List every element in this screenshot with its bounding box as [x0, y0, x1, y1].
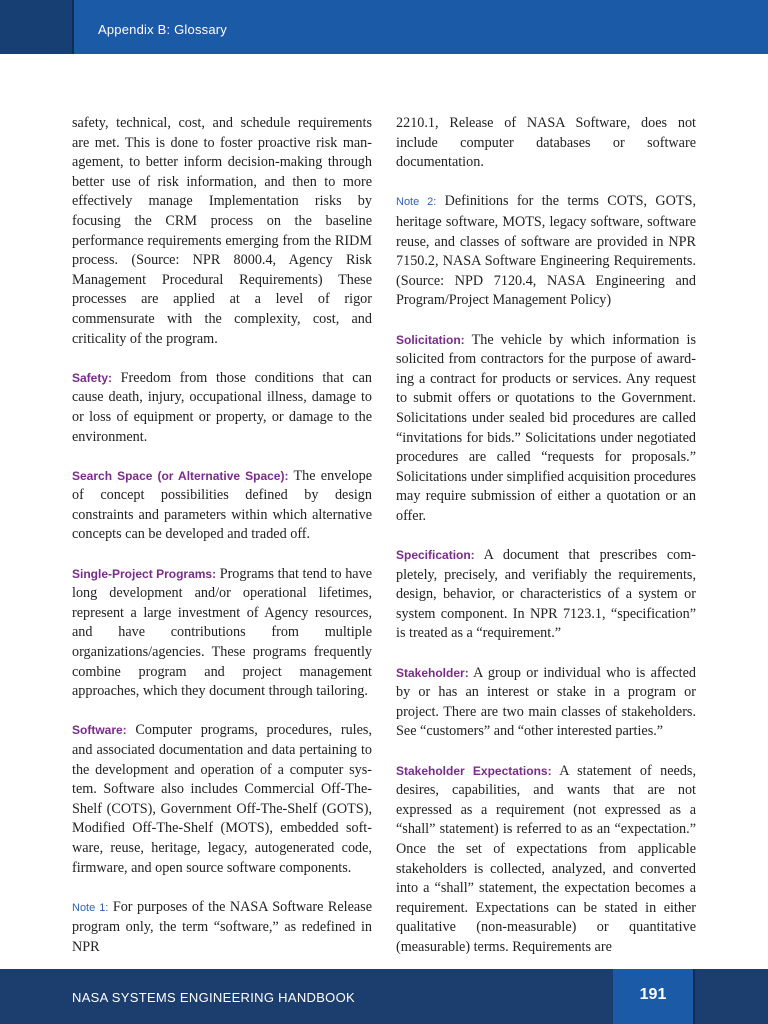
note-text: For purposes of the NASA Software Release program only, the term “software,” as redefined in NPR: [72, 898, 372, 955]
note-label: Note 2:: [396, 196, 437, 209]
glossary-entry-single-project-programs: [72, 565, 372, 702]
glossary-entry-specification: [396, 546, 696, 644]
term-label: Software:: [72, 723, 127, 738]
term-definition: Freedom from those conditions that can cause death, injury, occupational illness, damage to or loss of equipment or property, or damage to the environment.: [72, 369, 372, 445]
glossary-entry-search-space: [72, 467, 372, 545]
glossary-entry-safety: [72, 369, 372, 447]
continuation-paragraph: safety, technical, cost, and schedule requirements are met. This is done to foster proactive risk management, to better inform decision-making through better use of risk information, and then to more effectively manage Implementation risks by focusing the CRM process on the baseline performance requirements emerging from the RIDM process. (Source: NPR 8000.4, Agency Risk Management Procedural Requirements) These processes are applied at a level of rigor commensurate with the complexity, cost, and criticality of the program.: [72, 115, 372, 347]
page-number-box: [613, 969, 693, 1024]
glossary-entry-solicitation: [396, 331, 696, 527]
note-text: Definitions for the terms COTS, GOTS, heritage software, MOTS, legacy software, software reuse, and classes of software are provided in NPR 7150.2, NASA Software Engineering Requirements. (Source: NPD 7120.4, NASA Engineering and Program/Project Management Policy): [396, 193, 697, 309]
term-label: Single-Project Programs:: [72, 566, 217, 581]
term-label: Safety:: [72, 370, 113, 385]
handbook-title: NASA SYSTEMS ENGINEERING HANDBOOK: [72, 990, 355, 1005]
glossary-entry-stakeholder: [396, 664, 696, 742]
continuation-paragraph: 2210.1, Release of NASA Software, does not include computer databases or software documentation.: [396, 115, 696, 171]
term-label: Stakeholder:: [396, 665, 469, 680]
header-divider: [72, 0, 74, 54]
term-definition: Computer programs, procedures, rules, and associated documentation and data pertaining to the development and operation of a computer system. Software also includes Commercial Off-The-Shelf (COTS), Government Off-The-Shelf (GOTS), Modified Off-The-Shelf (MOTS), embedded software, reuse, heritage, legacy, autogenerated code, firmware, and open source software components.: [72, 722, 372, 876]
term-label: Stakeholder Expectations:: [396, 763, 552, 778]
page-number: 191: [639, 986, 667, 1003]
term-definition: The vehicle by which information is solicited from contractors for the purpose of awarding a contract for products or services. Any request to submit offers or quotations to the Government. Solicitations under sealed bid procedures are called “invitations for bids.” Solicitations under negotiated procedures are called “requests for proposals.” Solicitations under simplified acquisition procedures may require submission of either a quotation or an offer.: [396, 331, 696, 524]
term-definition: A statement of needs, desires, capabilities, and wants that are not expressed as a requirement (not expressed as a “shall” statement) is referred to as an “expectation.” Once the set of expectations from applicable stakeholders is collected, analyzed, and converted into a “shall” statement, the expectation becomes a requirement. Expectations can be stated in either qualitative (non-measurable) or quantitative (measurable) terms. Requirements are: [396, 762, 696, 955]
glossary-entry-stakeholder-expectations: [396, 762, 696, 958]
term-definition: A group or individual who is affected by or has an interest or stake in a program or project. There are two main classes of stakeholders. See “customers” and “other interested parties.”: [396, 664, 696, 740]
page-header: [0, 0, 768, 54]
note-label: Note 1:: [72, 901, 109, 914]
term-label: Specification:: [396, 548, 475, 563]
glossary-entry-software: [72, 721, 372, 878]
term-definition: A document that prescribes completely, precisely, and verifiably the requirements, design, behavior, or characteristics of a system or system component. In NPR 7123.1, “specification” is treated as a “requirement.”: [396, 547, 696, 642]
left-column: [72, 114, 372, 977]
term-definition: The envelope of concept possibilities defined by design constraints and parameters within which alternative concepts can be developed and traded off.: [72, 467, 373, 543]
footer-divider: [693, 969, 695, 1024]
term-label: Solicitation:: [396, 332, 465, 347]
section-title: Appendix B: Glossary: [98, 22, 228, 37]
right-column: [396, 114, 696, 977]
header-tab-block: [0, 0, 72, 54]
glossary-note-1: [72, 898, 372, 958]
glossary-note-2: [396, 192, 696, 311]
term-label: Search Space (or Alternative Space):: [72, 468, 289, 483]
page-footer: [0, 969, 768, 1024]
term-definition: Programs that tend to have long development and/or operational lifetimes, represent a large investment of Agency resources, and have contributions from multiple organizations/agencies. These programs frequently combine program and project management approaches, which they document through tailoring.: [72, 565, 372, 700]
